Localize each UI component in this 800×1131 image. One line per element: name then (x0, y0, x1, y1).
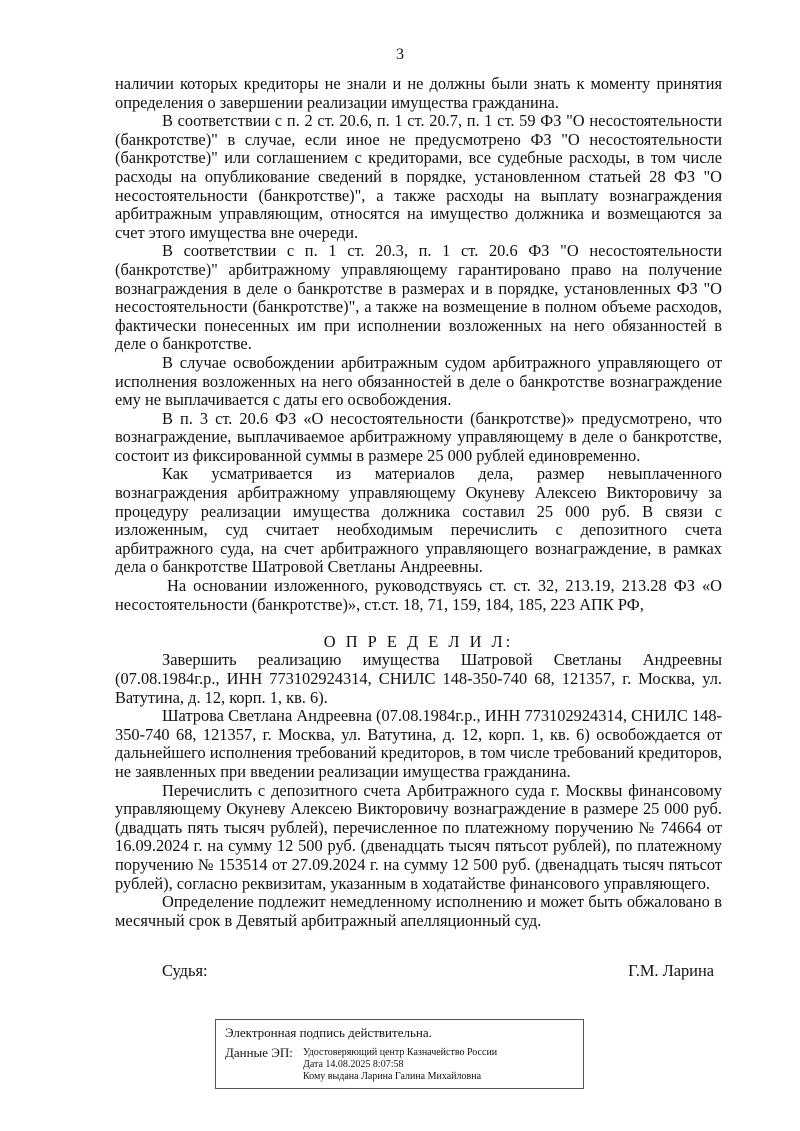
e-signature-date: Дата 14.08.2025 8:07:58 (303, 1059, 404, 1071)
page-number: 3 (396, 46, 404, 63)
document-body (115, 75, 722, 930)
e-signature-title: Электронная подпись действительна. (225, 1025, 432, 1040)
paragraph-fixed-sum: В п. 3 ст. 20.6 ФЗ «О несостоятельности (банкротстве)» предусмотрено, что вознаграждение, выплачиваемое арбитражному управляющему в деле о банкротстве, состоит из фиксированной суммы в размере 25 000 рублей единовременно. (115, 408, 722, 465)
paragraph-manager-right: В соответствии с п. 1 ст. 20.3, п. 1 ст. 20.6 ФЗ "О несостоятельности (банкротстве)" арбитражному управляющему гарантировано право на получение вознаграждения в деле о банкротстве в размерах и в порядке, установленных ФЗ "О несостоятельности (банкротстве)", а также на возмещение в полном объеме расходов, фактически понесенных им при исполнении возложенных на него обязанностей в деле о банкротстве. (115, 241, 722, 354)
paragraph-continuation: наличии которых кредиторы не знали и не должны были знать к моменту принятия определения о завершении реализации имущества гражданина. (115, 74, 722, 112)
e-signature-issued-to: Кому выдана Ларина Галина Михайловна (303, 1071, 482, 1083)
ruling-heading: О П Р Е Д Е Л И Л: (323, 631, 514, 651)
paragraph-case-materials: Как усматривается из материалов дела, размер невыплаченного вознаграждения арбитражному управляющему Окуневу Алексею Викторовичу за процедуру реализации имущества должника составил 25 000 руб. В связи с изложенным, суд считает необходимым перечислить с депозитного счета арбитражного суда, на счет арбитражного управляющего вознаграждение, в рамках дела о банкротстве Шатровой Светланы Андреевны. (115, 464, 722, 577)
judge-signature-line (162, 962, 714, 981)
ruling-item-debtor-release: Шатрова Светлана Андреевна (07.08.1984г.р., ИНН 773102924314, СНИЛС 148-350-740 68, 121357, г. Москва, ул. Ватутина, д. 12, корп. 1, кв. 6) освобождается от дальнейшего исполнения требований кредиторов, в том числе требований кредиторов, не заявленных при введении реализации имущества гражданина. (115, 706, 722, 781)
ruling-item-transfer-fee: Перечислить с депозитного счета Арбитражного суда г. Москвы финансовому управляющему Окуневу Алексею Викторовичу вознаграждение в размере 25 000 руб. (двадцать пять тысяч рублей), перечисленное по платежному поручению № 74664 от 16.09.2024 г. на сумму 12 500 руб. (двенадцать тысяч пятьсот рублей), по платежному поручению № 153514 от 27.09.2024 г. на сумму 12 500 руб. (двенадцать тысяч пятьсот рублей), согласно реквизитам, указанным в ходатайстве финансового управляющего. (115, 780, 722, 893)
electronic-signature-stamp (215, 1019, 584, 1089)
paragraph-release-case: В случае освобождении арбитражным судом арбитражного управляющего от исполнения возложенных на него обязанностей в деле о банкротстве вознаграждение ему не выплачивается с даты его освобождения. (115, 352, 722, 410)
ruling-item-complete-sale: Завершить реализацию имущества Шатровой Светланы Андреевны (07.08.1984г.р., ИНН 773102924314, СНИЛС 148-350-740 68, 121357, г. Москва, ул. Ватутина, д. 12, корп. 1, кв. 6). (115, 650, 722, 707)
paragraph-court-expenses: В соответствии с п. 2 ст. 20.6, п. 1 ст. 20.7, п. 1 ст. 59 ФЗ "О несостоятельности (банкротстве)" в случае, если иное не предусмотрено ФЗ "О несостоятельности (банкротстве)" или соглашением с кредиторами, все судебные расходы, в том числе расходы на опубликование сведений в порядке, установленном статьей 28 ФЗ "О несостоятельности (банкротстве)", а также расходы на выплату вознаграждения арбитражным управляющим, относятся на имущество должника и возмещаются за счет этого имущества вне очереди. (115, 111, 722, 242)
ruling-item-appeal: Определение подлежит немедленному исполнению и может быть обжаловано в месячный срок в Девятый арбитражный апелляционный суд. (115, 892, 722, 930)
judge-role-label: Судья: (162, 961, 208, 980)
e-signature-issuer: Удостоверяющий центр Казначейство России (303, 1047, 498, 1058)
judge-name: Г.М. Ларина (628, 961, 714, 980)
paragraph-legal-basis: На основании изложенного, руководствуясь ст. ст. 32, 213.19, 213.28 ФЗ «О несостоятельности (банкротстве)», ст.ст. 18, 71, 159, 184, 185, 223 АПК РФ, (115, 576, 722, 614)
e-signature-data-label: Данные ЭП: (225, 1045, 293, 1060)
e-signature-details (303, 1047, 497, 1084)
